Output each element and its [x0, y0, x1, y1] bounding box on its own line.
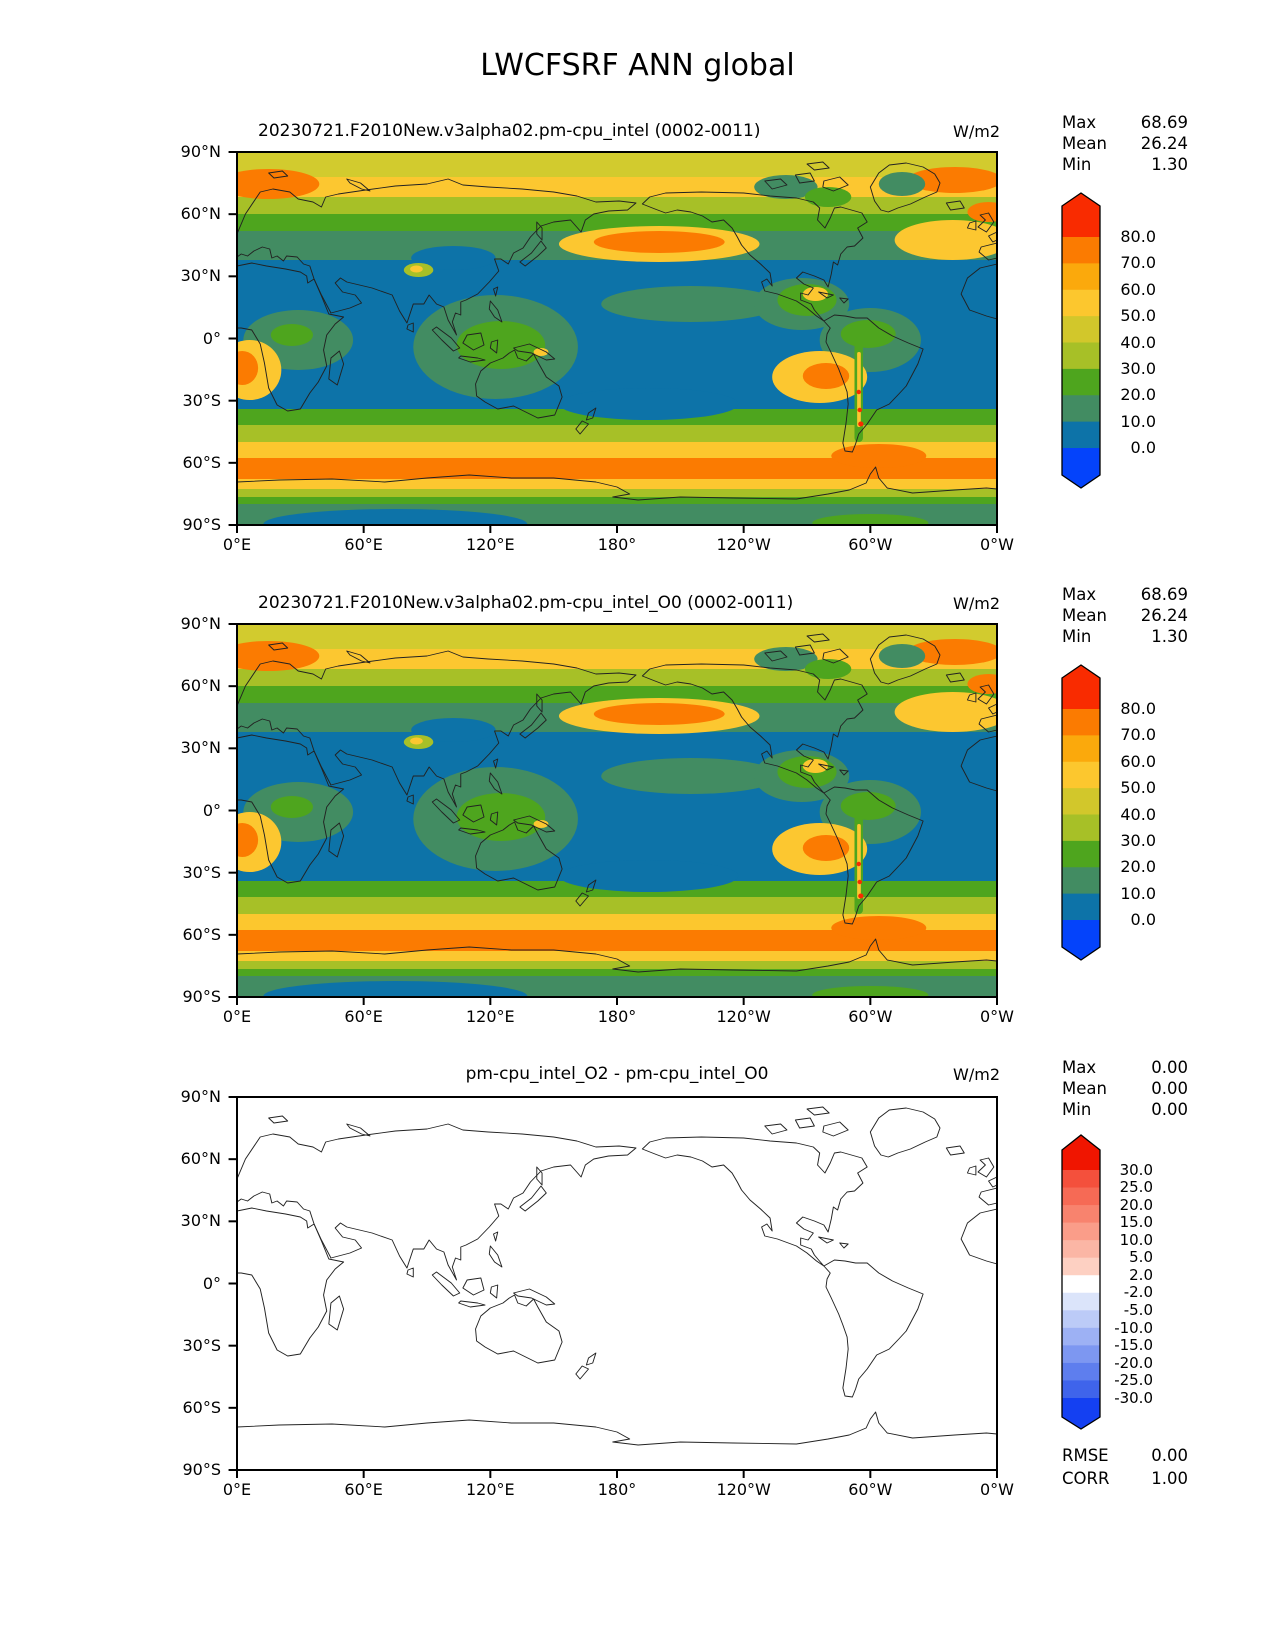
colorbar-tick-label: 30.0: [1120, 830, 1156, 850]
x-tick-label: 120°W: [716, 535, 771, 554]
stat-value: 26.24: [1140, 134, 1188, 153]
stat-label: Min: [1062, 1100, 1092, 1119]
y-tick-label: 30°N: [180, 266, 221, 286]
panel-3-rmse-corr: [1062, 1444, 1188, 1490]
colorbar-tick-label: 10.0: [1120, 411, 1156, 431]
x-tick-label: 60°E: [344, 535, 383, 554]
stat-row: [1062, 1078, 1188, 1099]
y-tick-label: 90°N: [180, 1087, 221, 1106]
y-tick-label: 90°N: [180, 142, 221, 161]
stat-row: [1062, 133, 1188, 154]
x-tick-label: 120°W: [716, 1480, 771, 1499]
panel-1-title: 20230721.F2010New.v3alpha02.pm-cpu_intel (0002-0011): [258, 121, 761, 141]
stat-value: 0.00: [1151, 1100, 1188, 1119]
stat-row: [1062, 584, 1188, 605]
colorbar-tick-label: 30.0: [1119, 1160, 1153, 1179]
x-tick-label: 180°: [597, 1007, 637, 1026]
map-panel-1: [237, 152, 997, 525]
colorbar-tick-label: 20.0: [1120, 385, 1156, 405]
y-tick-label: 0°: [202, 1273, 221, 1293]
colorbar-tick-label: 70.0: [1120, 725, 1156, 745]
y-tick-label: 60°S: [182, 924, 221, 944]
colorbar-tick-label: 40.0: [1120, 332, 1156, 352]
colorbar-tick-label: -10.0: [1114, 1318, 1153, 1337]
stat-value: 1.30: [1151, 627, 1188, 646]
y-tick-label: 0°: [202, 800, 221, 820]
panel-3-stats: [1062, 1057, 1188, 1120]
colorbar-tick-label: 25.0: [1119, 1178, 1153, 1197]
stat-label: RMSE: [1062, 1446, 1109, 1465]
panel-2-y-axis: [130, 614, 229, 1007]
panel-3-x-axis: [222, 1480, 1014, 1502]
panel-2-stats: [1062, 584, 1188, 647]
x-tick-label: 0°E: [222, 535, 252, 554]
x-tick-label: 0°E: [222, 1007, 252, 1026]
stat-label: Min: [1062, 155, 1092, 174]
stat-value: 1.00: [1151, 1469, 1188, 1488]
panel-3-y-axis: [130, 1087, 229, 1480]
y-tick-label: 60°N: [180, 204, 221, 224]
y-tick-label: 60°S: [182, 1397, 221, 1417]
y-tick-label: 60°N: [180, 1149, 221, 1169]
stat-value: 68.69: [1140, 113, 1188, 132]
panel-1-x-axis: [222, 535, 1014, 557]
stat-value: 68.69: [1140, 585, 1188, 604]
stat-row: [1062, 154, 1188, 175]
stat-row: [1062, 1099, 1188, 1120]
stat-value: 1.30: [1151, 155, 1188, 174]
x-tick-label: 0°W: [980, 535, 1014, 554]
x-tick-label: 60°E: [344, 1007, 383, 1026]
x-tick-label: 0°W: [980, 1007, 1014, 1026]
colorbar-tick-label: -2.0: [1123, 1283, 1153, 1302]
colorbar-tick-label: 20.0: [1120, 857, 1156, 877]
y-tick-label: 90°N: [180, 614, 221, 633]
colorbar-tick-label: 80.0: [1120, 227, 1156, 247]
x-tick-label: 0°E: [222, 1480, 252, 1499]
panel-1-units: W/m2: [953, 122, 1000, 141]
colorbar-tick-label: 60.0: [1120, 279, 1156, 299]
panel-2-x-axis: [222, 1007, 1014, 1029]
panel-1-y-axis: [130, 142, 229, 535]
colorbar-tick-label: 10.0: [1120, 883, 1156, 903]
colorbar-tick-label: 80.0: [1120, 699, 1156, 719]
colorbar-tick-label: -5.0: [1123, 1301, 1153, 1319]
colorbar-tick-label: 0.0: [1130, 438, 1156, 458]
stat-value: 0.00: [1151, 1058, 1188, 1077]
x-tick-label: 60°W: [848, 1480, 893, 1499]
colorbar-tick-label: -25.0: [1114, 1371, 1153, 1390]
stat-row: [1062, 605, 1188, 626]
stat-value: 26.24: [1140, 606, 1188, 625]
colorbar-tick-label: 50.0: [1120, 306, 1156, 326]
colorbar-tick-label: 15.0: [1119, 1213, 1153, 1232]
map-panel-3: [237, 1097, 997, 1470]
stat-row: [1062, 112, 1188, 133]
x-tick-label: 60°E: [344, 1480, 383, 1499]
colorbar-tick-label: 10.0: [1119, 1230, 1153, 1249]
x-tick-label: 0°W: [980, 1480, 1014, 1499]
colorbar-tick-label: 50.0: [1120, 778, 1156, 798]
y-tick-label: 60°N: [180, 676, 221, 696]
stat-row: [1062, 1467, 1188, 1490]
x-tick-label: 180°: [597, 1480, 637, 1499]
figure-title: LWCFSRF ANN global: [480, 48, 795, 83]
stat-label: Mean: [1062, 134, 1107, 153]
stat-label: CORR: [1062, 1469, 1110, 1488]
y-tick-label: 30°S: [182, 1335, 221, 1355]
stat-label: Max: [1062, 1058, 1097, 1077]
stat-label: Mean: [1062, 606, 1107, 625]
y-tick-label: 90°S: [182, 1460, 221, 1480]
stat-label: Max: [1062, 113, 1097, 132]
colorbar-tick-label: -15.0: [1114, 1336, 1153, 1355]
panel-1-stats: [1062, 112, 1188, 175]
stat-label: Mean: [1062, 1079, 1107, 1098]
map-panel-2: [237, 624, 997, 997]
y-tick-label: 30°S: [182, 862, 221, 882]
colorbar-tick-label: -30.0: [1114, 1388, 1153, 1407]
colorbar-tick-label: 2.0: [1129, 1265, 1153, 1284]
x-tick-label: 120°E: [466, 535, 515, 554]
x-tick-label: 120°W: [716, 1007, 771, 1026]
stat-value: 0.00: [1151, 1446, 1188, 1465]
x-tick-label: 60°W: [848, 1007, 893, 1026]
y-tick-label: 30°N: [180, 738, 221, 758]
stat-label: Min: [1062, 627, 1092, 646]
x-tick-label: 120°E: [466, 1480, 515, 1499]
y-tick-label: 0°: [202, 328, 221, 348]
y-tick-label: 30°S: [182, 390, 221, 410]
y-tick-label: 90°S: [182, 515, 221, 535]
x-tick-label: 120°E: [466, 1007, 515, 1026]
x-tick-label: 60°W: [848, 535, 893, 554]
colorbar-tick-label: 40.0: [1120, 804, 1156, 824]
colorbar-tick-label: 20.0: [1119, 1195, 1153, 1214]
stat-row: [1062, 1444, 1188, 1467]
panel-2-units: W/m2: [953, 594, 1000, 613]
stat-row: [1062, 626, 1188, 647]
colorbar-tick-label: -20.0: [1114, 1353, 1153, 1372]
panel-2-title: 20230721.F2010New.v3alpha02.pm-cpu_intel_O0 (0002-0011): [258, 593, 794, 613]
colorbar-tick-label: 60.0: [1120, 751, 1156, 771]
colorbar-tick-label: 0.0: [1130, 910, 1156, 930]
stat-row: [1062, 1057, 1188, 1078]
y-tick-label: 60°S: [182, 452, 221, 472]
y-tick-label: 30°N: [180, 1211, 221, 1231]
stat-label: Max: [1062, 585, 1097, 604]
y-tick-label: 90°S: [182, 987, 221, 1007]
colorbar-tick-label: 30.0: [1120, 358, 1156, 378]
stat-value: 0.00: [1151, 1079, 1188, 1098]
x-tick-label: 180°: [597, 535, 637, 554]
colorbar-tick-label: 5.0: [1129, 1248, 1153, 1267]
colorbar-tick-label: 70.0: [1120, 253, 1156, 273]
panel-3-units: W/m2: [953, 1065, 1000, 1084]
panel-3-title: pm-cpu_intel_O2 - pm-cpu_intel_O0: [465, 1064, 769, 1084]
